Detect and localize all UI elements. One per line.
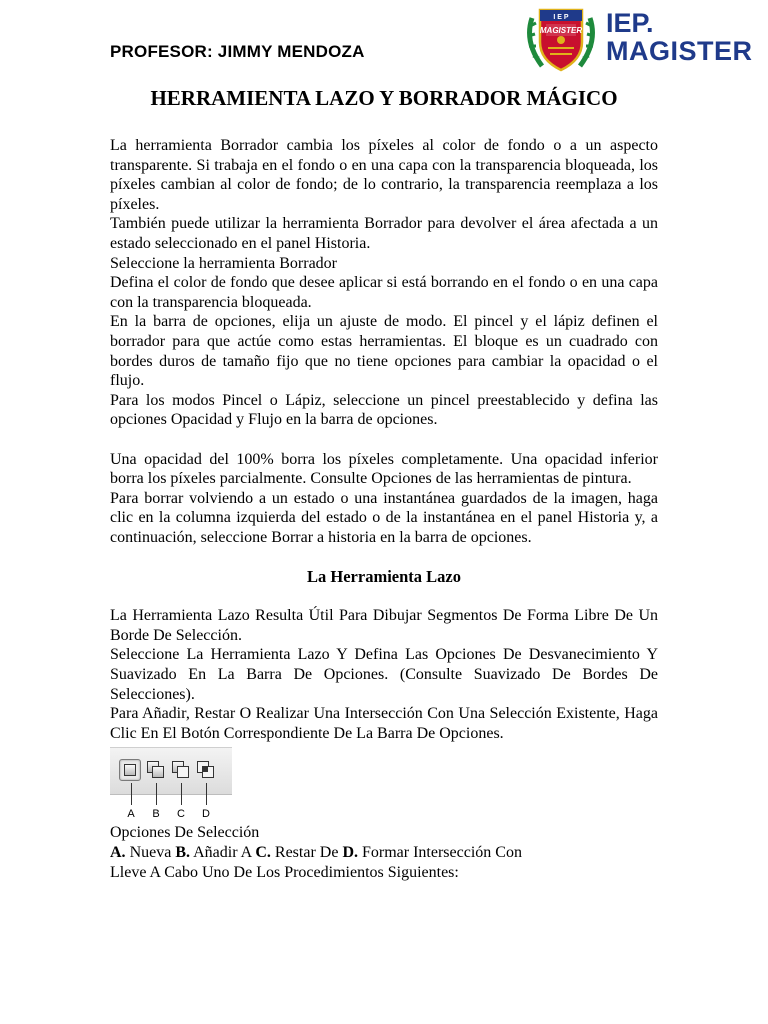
paragraph: La Herramienta Lazo Resulta Útil Para Dibujar Segmentos De Forma Libre De Un Borde De Selección. — [110, 607, 658, 644]
author-header: PROFESOR: JIMMY MENDOZA — [110, 42, 365, 61]
paragraph: Defina el color de fondo que desee aplicar si está borrando en el fondo o en una capa con la transparencia bloqueada. — [110, 274, 658, 311]
document-title: HERRAMIENTA LAZO Y BORRADOR MÁGICO — [150, 86, 618, 110]
paragraph: Seleccione la herramienta Borrador — [110, 254, 337, 272]
section-subtitle: La Herramienta Lazo — [307, 567, 461, 587]
pointer-line-b — [156, 783, 157, 805]
document-body — [110, 136, 658, 882]
pointer-line-d — [206, 783, 207, 805]
emblem-text: MAGISTER — [539, 26, 583, 35]
add-to-selection-icon — [146, 759, 166, 779]
figure-label-c: C — [177, 808, 185, 821]
selection-options-figure — [110, 747, 234, 823]
pointer-line-c — [181, 783, 182, 805]
option-key-a: A. — [110, 844, 126, 861]
paragraph: Para los modos Pincel o Lápiz, seleccione un pincel preestablecido y defina las opciones Opacidad y Flujo en la barra de opciones. — [110, 391, 658, 429]
logo-line-2: MAGISTER — [606, 36, 753, 66]
pointer-line-a — [131, 783, 132, 805]
option-text-d: Formar Intersección Con — [358, 844, 522, 861]
option-key-c: C. — [255, 844, 271, 861]
paragraph: Seleccione La Herramienta Lazo Y Defina Las Opciones De Desvanecimiento Y Suavizado En La Barra De Opciones. (Consulte Suavizado De Bordes De Selecciones). — [110, 646, 658, 703]
option-text-c: Restar De — [270, 844, 343, 861]
selection-options-line — [110, 843, 658, 863]
paragraph: Para borrar volviendo a un estado o una instantánea guardados de la imagen, haga clic en la columna izquierda del estado o de la instantánea en el panel Historia y, a continuación, seleccione Borrar a historia en la barra de opciones. — [110, 489, 658, 546]
paragraph: También puede utilizar la herramienta Borrador para devolver el área afectada a un estado seleccionado en el panel Historia. — [110, 215, 658, 252]
paragraph: En la barra de opciones, elija un ajuste de modo. El pincel y el lápiz definen el borrador para que actúe como estas herramientas. El bloque es un cuadrado con bordes duros de tamaño fijo que no tiene opciones para cambiar la opacidad o el flujo. — [110, 313, 658, 390]
new-selection-icon — [119, 759, 141, 781]
paragraph: Una opacidad del 100% borra los píxeles completamente. Una opacidad inferior borra los píxeles parcialmente. Consulte Opciones de las herramientas de pintura. — [110, 450, 658, 488]
subtract-from-selection-icon — [171, 759, 191, 779]
school-emblem-icon — [522, 2, 600, 74]
option-text-a: Nueva — [125, 844, 176, 861]
figure-label-a: A — [127, 808, 135, 821]
option-text-b: Añadir A — [190, 844, 256, 861]
option-key-b: B. — [175, 844, 190, 861]
option-key-d: D. — [342, 844, 358, 861]
figure-label-d: D — [202, 808, 210, 821]
emblem-top-text: I E P — [553, 14, 569, 21]
logo-line-1: IEP. — [606, 8, 654, 38]
paragraph: La herramienta Borrador cambia los píxeles al color de fondo o a un aspecto transparente. Si trabaja en el fondo o en una capa con la transparencia bloqueada, los píxeles cambian al color de fondo; de lo contrario, la transparencia reemplaza a los píxeles. — [110, 137, 658, 213]
school-logo — [522, 2, 762, 76]
closing-line: Lleve A Cabo Uno De Los Procedimientos Siguientes: — [110, 863, 459, 881]
intersect-selection-icon — [196, 759, 216, 779]
paragraph: Para Añadir, Restar O Realizar Una Intersección Con Una Selección Existente, Haga Clic En El Botón Correspondiente De La Barra De Opciones. — [110, 705, 658, 742]
figure-label-b: B — [152, 808, 160, 821]
figure-caption: Opciones De Selección — [110, 824, 260, 842]
